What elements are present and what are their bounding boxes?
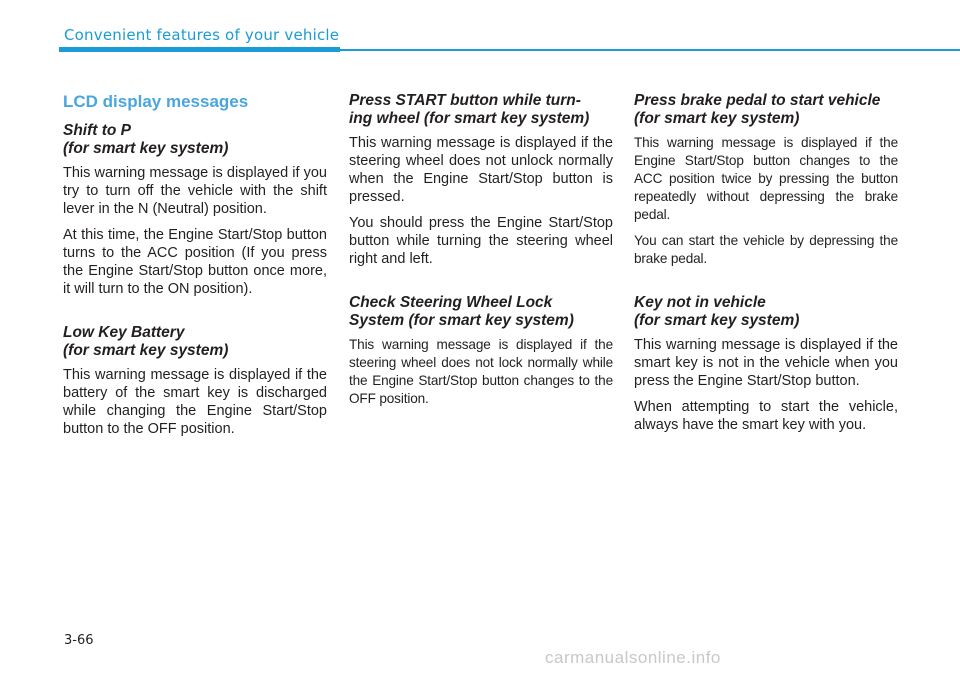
header-bar-thin <box>340 49 960 51</box>
paragraph: At this time, the Engine Start/Stop button turns to the ACC position (If you press the Engine Start/Stop button once more, it will turn to the ON position). <box>63 227 327 297</box>
paragraph: You can start the vehicle by depressing the brake pedal. <box>634 233 898 266</box>
paragraph: This warning message is displayed if the steering wheel does not lock normally while the Engine Start/Stop button changes to the OFF position. <box>349 337 613 406</box>
column-1 <box>63 92 327 446</box>
subheading-press-start-button <box>349 92 613 128</box>
subheading-line: Low Key Battery <box>63 324 185 341</box>
paragraph: This warning message is displayed if the battery of the smart key is discharged while changing the Engine Start/Stop button to the OFF position. <box>63 367 327 437</box>
paragraph: You should press the Engine Start/Stop button while turning the steering wheel right and left. <box>349 215 613 267</box>
subheading-shift-to-p <box>63 122 327 158</box>
paragraph: This warning message is displayed if the smart key is not in the vehicle when you press the Engine Start/Stop button. <box>634 337 898 389</box>
paragraph: This warning message is displayed if the Engine Start/Stop button changes to the ACC position twice by pressing the button repeatedly without depressing the brake pedal. <box>634 135 898 222</box>
subheading-key-not-in-vehicle <box>634 294 898 330</box>
page-number: 3-66 <box>64 633 94 648</box>
subheading-check-steering-wheel-lock <box>349 294 613 330</box>
subheading-line: Shift to P <box>63 122 132 139</box>
paragraph: This warning message is displayed if the steering wheel does not unlock normally when the Engine Start/Stop button is pressed. <box>349 135 613 205</box>
subheading-line: System (for smart key system) <box>349 312 574 329</box>
subheading-press-brake-pedal <box>634 92 898 128</box>
subheading-line: (for smart key system) <box>63 140 229 157</box>
header-title: Convenient features of your vehicle <box>64 26 340 44</box>
header-bar-thick <box>59 47 340 52</box>
subheading-line: (for smart key system) <box>634 110 800 127</box>
subheading-line: Check Steering Wheel Lock <box>349 294 553 311</box>
column-3 <box>634 92 898 442</box>
subheading-line: (for smart key system) <box>63 342 229 359</box>
paragraph: When attempting to start the vehicle, always have the smart key with you. <box>634 399 898 433</box>
section-title: LCD display messages <box>63 92 249 111</box>
subheading-low-key-battery <box>63 324 327 360</box>
watermark-text: carmanualsonline.info <box>545 648 721 667</box>
column-2 <box>349 92 613 416</box>
subheading-line: Press START button while turn- <box>349 92 581 109</box>
paragraph: This warning message is displayed if you try to turn off the vehicle with the shift lever in the N (Neutral) position. <box>63 165 327 217</box>
subheading-line: (for smart key system) <box>634 312 800 329</box>
subheading-line: Press brake pedal to start vehicle <box>634 92 881 109</box>
subheading-line: Key not in vehicle <box>634 294 766 311</box>
subheading-line: ing wheel (for smart key system) <box>349 110 590 127</box>
